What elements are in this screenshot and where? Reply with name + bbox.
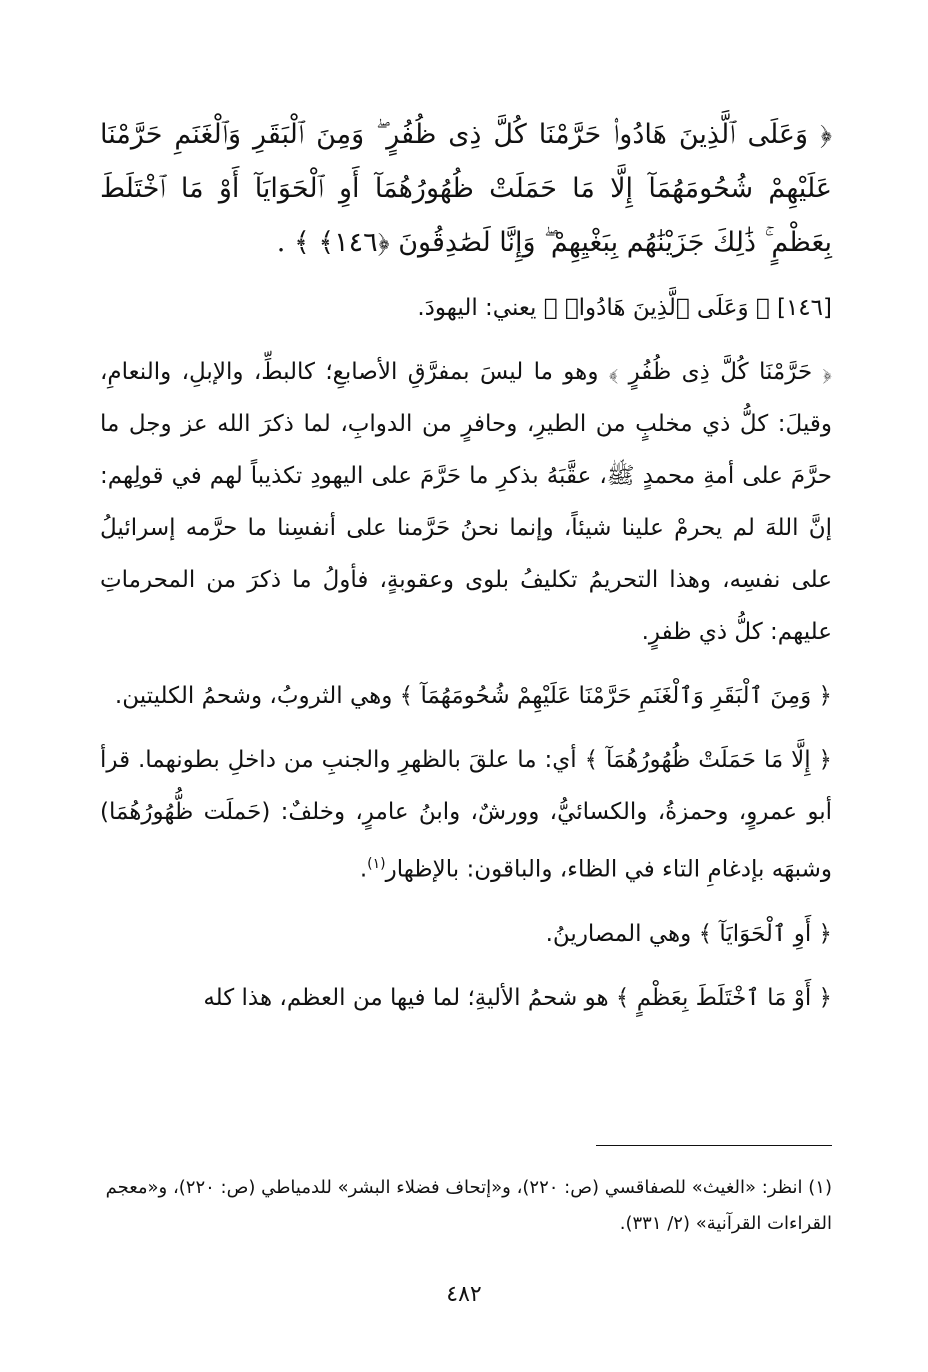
paragraph-entrails: ﴿ أَوِ ٱلْحَوَايَآ ﴾ وهي المصارينُ. — [545, 920, 832, 947]
page-number: ٤٨٢ — [446, 1282, 482, 1307]
footnote-divider — [596, 1145, 832, 1146]
paragraph-backs-readings — [100, 734, 832, 896]
quran-verse: ﴿ وَعَلَى ٱلَّذِينَ هَادُوا۟ حَرَّمْنَا كُلَّ ذِى ظُفُرٍ ۖ وَمِنَ ٱلْبَقَرِ وَٱلْغَنَمِ حَرَّمْنَا عَلَيْهِمْ شُحُومَهُمَآ إِلَّا مَا حَمَلَتْ ظُهُورُهُمَآ أَوِ ٱلْحَوَايَآ أَوْ مَا ٱخْتَلَطَ بِعَظْمٍ ۚ ذَٰلِكَ جَزَيْنَٰهُم بِبَغْيِهِمْ ۖ وَإِنَّا لَصَٰدِقُونَ ﴿١٤٦﴾ ﴾ . — [100, 119, 832, 258]
footnote-reference[interactable]: (١) — [367, 856, 386, 872]
footnote-text: (١) انظر: «الغيث» للصفاقسي (ص: ٢٢٠)، و«إتحاف فضلاء البشر» للدمياطي (ص: ٢٢٠)، و«معجم القراءات القرآنية» (٢/ ٣٣١). — [105, 1177, 832, 1234]
paragraph-claw-animals: ﴿ حَرَّمْنَا كُلَّ ذِى ظُفُرٍ ﴾ وهو ما ليسَ بمفرَّقِ الأصابعِ؛ كالبطِّ، والإبلِ، والنعامِ، وقيلَ: كلُّ ذي مخلبٍ من الطيرِ، وحافرٍ من الدوابِ، لما ذكرَ الله عز وجل ما حرَّمَ على أمةِ محمدٍ ﷺ، عقَّبَهُ بذكرِ ما حَرَّمَ على اليهودِ تكذيباً لهم في قولِهم: إنَّ اللهَ لم يحرمْ علينا شيئاً، وإنما نحنُ حَرَّمنا على أنفسِنا ما حرَّمه إسرائيلُ على نفسِه، وهذا التحريمُ تكليفُ بلوى وعقوبةٍ، فأولُ ما ذكرَ من المحرماتِ عليهم: كلُّ ذي ظفرٍ. — [100, 359, 832, 645]
paragraph-bone-fat: ﴿ أَوْ مَا ٱخْتَلَطَ بِعَظْمٍ ﴾ هو شحمُ الأليةِ؛ لما فيها من العظم، هذا كله — [203, 984, 832, 1011]
paragraph-backs-text: ﴿ إِلَّا مَا حَمَلَتْ ظُهُورُهُمَآ ﴾ أي: ما علقَ بالظهرِ والجنبِ من داخلِ بطونهما. قرأ أبو عمروٍ، وحمزةُ، والكسائيُّ، وورشٌ، وابنُ عامرٍ، وخلفٌ: (حَملَت ظُّهُورُهُمَا) وشبهَه بإدغامِ التاء في الظاء، والباقون: بالإظهار — [100, 747, 832, 883]
paragraph-cattle-sheep: ﴿ وَمِنَ ٱلْبَقَرِ وَٱلْغَنَمِ حَرَّمْنَا عَلَيْهِمْ شُحُومَهُمَآ ﴾ وهي الثروبُ، وشحمُ الكليتين. — [114, 683, 832, 709]
paragraph-verse-number: [١٤٦] ﴿ وَعَلَى ٱلَّذِينَ هَادُوا۟ ﴾ يعني: اليهودَ. — [417, 295, 832, 321]
page-body — [100, 108, 832, 1036]
paragraph-end-mark: . — [359, 856, 368, 883]
